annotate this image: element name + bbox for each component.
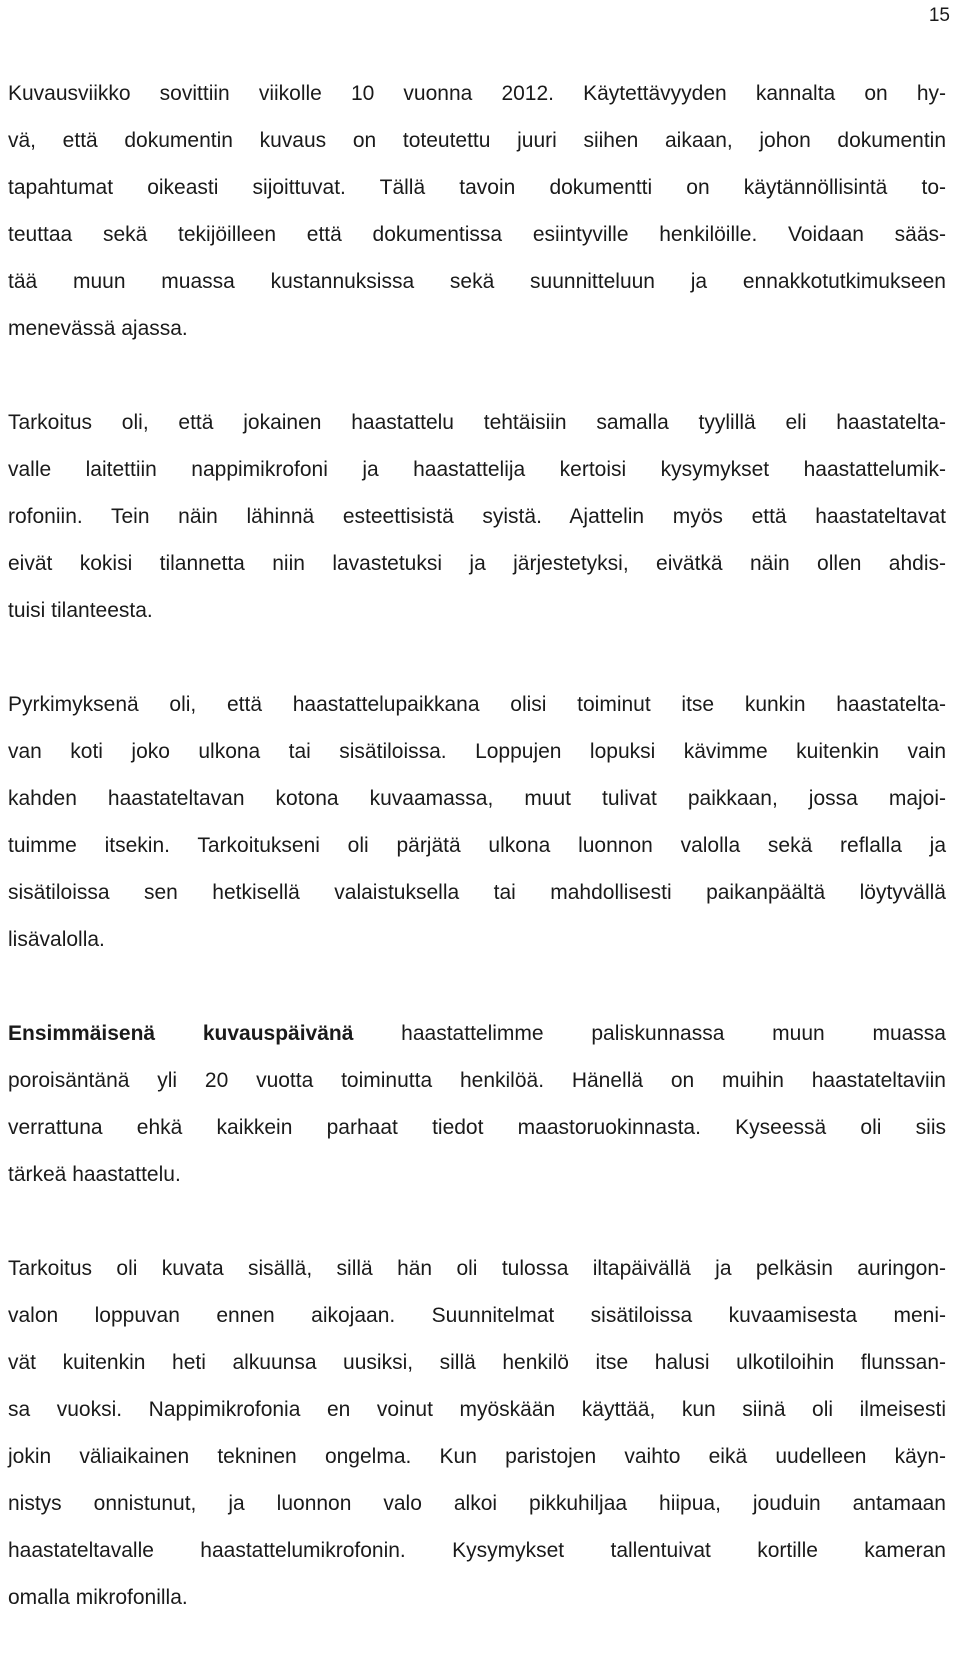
- text-line: jokin väliaikainen tekninen ongelma. Kun paristojen vaihto eikä uudelleen käyn-: [8, 1445, 946, 1468]
- text-line: Kuvausviikko sovittiin viikolle 10 vuonna 2012. Käytettävyyden kannalta on hy-: [8, 82, 946, 105]
- text-line: sa vuoksi. Nappimikrofonia en voinut myöskään käyttää, kun siinä oli ilmeisesti: [8, 1398, 946, 1421]
- text-line: valle laitettiin nappimikrofoni ja haastattelija kertoisi kysymykset haastattelumik-: [8, 458, 946, 481]
- text-line: omalla mikrofonilla.: [8, 1586, 188, 1609]
- text-line: van koti joko ulkona tai sisätiloissa. Loppujen lopuksi kävimme kuitenkin vain: [8, 740, 946, 763]
- text-line: tuisi tilanteesta.: [8, 599, 153, 622]
- bold-lead-text: Ensimmäisenä kuvauspäivänä: [8, 1022, 354, 1045]
- paragraph-2: [8, 399, 946, 634]
- paragraph-1: [8, 70, 946, 352]
- text-line: Pyrkimyksenä oli, että haastattelupaikkana olisi toiminut itse kunkin haastatelta-: [8, 693, 946, 716]
- text-line: valon loppuvan ennen aikojaan. Suunnitelmat sisätiloissa kuvaamisesta meni-: [8, 1304, 946, 1327]
- text-line: vä, että dokumentin kuvaus on toteutettu juuri siihen aikaan, johon dokumentin: [8, 129, 946, 152]
- paragraph-4: [8, 1010, 946, 1198]
- text-line: verrattuna ehkä kaikkein parhaat tiedot maastoruokinnasta. Kyseessä oli siis: [8, 1116, 946, 1139]
- text-line: eivät kokisi tilannetta niin lavastetuksi ja järjestetyksi, eivätkä näin ollen ahdis-: [8, 552, 946, 575]
- page-number: 15: [928, 5, 950, 26]
- text-line: tapahtumat oikeasti sijoittuvat. Tällä tavoin dokumentti on käytännöllisintä to-: [8, 176, 946, 199]
- document-body: [8, 70, 946, 1668]
- text-line: vät kuitenkin heti alkuunsa uusiksi, sillä henkilö itse halusi ulkotiloihin flunssan-: [8, 1351, 946, 1374]
- text-line: tärkeä haastattelu.: [8, 1163, 181, 1186]
- text-line: Tarkoitus oli, että jokainen haastattelu tehtäisiin samalla tyylillä eli haastatelta-: [8, 411, 946, 434]
- text-line: sisätiloissa sen hetkisellä valaistuksella tai mahdollisesti paikanpäältä löytyvällä: [8, 881, 946, 904]
- text-line: rofoniin. Tein näin lähinnä esteettisistä syistä. Ajattelin myös että haastateltavat: [8, 505, 946, 528]
- text-line: teuttaa sekä tekijöilleen että dokumentissa esiintyville henkilöille. Voidaan sääs-: [8, 223, 946, 246]
- paragraph-5: [8, 1245, 946, 1621]
- text-line: lisävalolla.: [8, 928, 105, 951]
- text-line: [8, 1010, 946, 1057]
- text-line: tuimme itsekin. Tarkoitukseni oli pärjätä ulkona luonnon valolla sekä reflalla ja: [8, 834, 946, 857]
- text-line: poroisäntänä yli 20 vuotta toiminutta henkilöä. Hänellä on muihin haastateltaviin: [8, 1069, 946, 1092]
- text-line: kahden haastateltavan kotona kuvaamassa, muut tulivat paikkaan, jossa majoi-: [8, 787, 946, 810]
- paragraph-3: [8, 681, 946, 963]
- text-line: tää muun muassa kustannuksissa sekä suunnitteluun ja ennakkotutkimukseen: [8, 270, 946, 293]
- text-line: Tarkoitus oli kuvata sisällä, sillä hän oli tulossa iltapäivällä ja pelkäsin auringon-: [8, 1257, 946, 1280]
- text-line: menevässä ajassa.: [8, 317, 188, 340]
- text-line: haastateltavalle haastattelumikrofonin. Kysymykset tallentuivat kortille kameran: [8, 1539, 946, 1562]
- text-line: nistys onnistunut, ja luonnon valo alkoi pikkuhiljaa hiipua, jouduin antamaan: [8, 1492, 946, 1515]
- text-line-rest: haastattelimme paliskunnassa muun muassa: [353, 1022, 946, 1045]
